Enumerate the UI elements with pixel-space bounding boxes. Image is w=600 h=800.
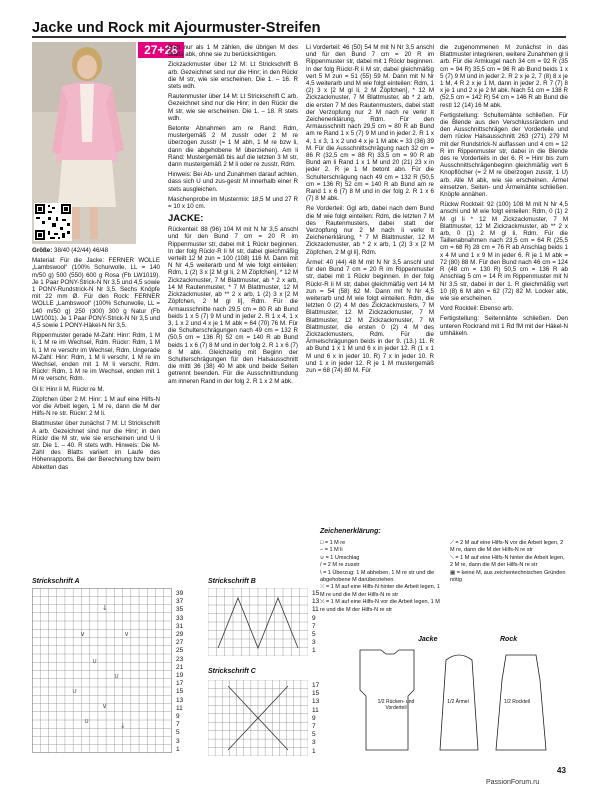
column-2 bbox=[168, 44, 298, 388]
chart-b-title: Strickschrift B bbox=[208, 578, 256, 585]
qr-code[interactable] bbox=[34, 203, 72, 241]
symbol-no-stitch-icon: ▦ bbox=[450, 569, 456, 576]
aermel-text: Ärmel: 40 (44) 48 M mit N Nr 3,5 anschl und für den Bund 7 cm = 20 R im Rippenmuster str, dabei mit 1 Rückr beginnen. In der folg Rückr-R li M str, dabei gleichmäßig vert 14 M zun = 54 (58) 62 M. Dann mit N Nr 4,5 weiterarb und M wie folgt einteilen: Rdm, die letzten 0 (2) 4 M des Zickzackmusters, 7 M Blattmuster, 12 M Zickzackmuster, 7 M Blattmuster, 12 M Zickzackmuster, 7 M Blattmuster, die ersten 0 (2) 4 M des Zickzackmusters, Rdm. Für die Ärmelschrägungen beids in der 9. (13.) 11. R ab Bund 1 x 1 M und 6 x in jeder 12. R (1 x 1 M und 6 x in jeder 10. R) 7 x in jeder 10. R und 1 x in jeder 12. R je 1 M mustergemäß zun = 68 (74) 80 M. Für bbox=[306, 258, 434, 374]
legend-item: □ = 1 M re bbox=[320, 540, 346, 546]
svg-text:∪: ∪ bbox=[114, 672, 120, 680]
fertigstellung-rock-text: Fertigstellung: Seitennähte schließen. Den unteren Rockrand mit 1 Rd fM mit der Häkel-N umhäkeln. bbox=[440, 315, 568, 337]
legend-item: − = 1 M li bbox=[320, 547, 343, 554]
symbol-ssk-icon: \ bbox=[320, 569, 322, 576]
legend-item: / = 2 M re zusstr bbox=[320, 562, 360, 569]
schematic-rockteil-text: 1/2 Rockteil bbox=[503, 699, 531, 705]
legend-item: ▦ = keine M, aus zeichentechnischen Gründen nötig bbox=[450, 569, 566, 584]
hinweis-text: Hinweis: Bei Ab- und Zunahmen darauf achten, dass sich U und zus-gestr M innerhalb einer R stets ausgleichen. bbox=[168, 171, 298, 193]
betonte-text: Betonte Abnahmen am re Rand: Rdm, mustergemäß 2 M zusstr oder 2 M re überzogen zusstr (= 1 M abh, 1 M re bzw li, dann die abgehobene M überziehen). Am li Rand: Mustergemäß bis auf die letzten 3 M str, dann mustergemäß 2 M li oder re zusstr, Rdm. bbox=[168, 125, 298, 169]
legend-title: Zeichenerklärung: bbox=[320, 528, 381, 535]
symbol-cross-front-icon: ⤬ bbox=[320, 599, 325, 606]
chart-b-grid bbox=[208, 588, 308, 656]
rechtes-vorderteil-text: Re Vorderteil: Ggl arb, dabei nach dem Bund die M wie folgt einteilen: Rdm, die letzten 7 M des Rautenmusters, dabei statt der Verzopfung nur 2 M nach li verkr lt Zeichenerklärung, * 7 M Blattmuster, 12 M Zickzackmuster, ab * 2 x arb, 1 (2) 3 x [2 M Zöpfchen, 2 M gl li], Rdm. bbox=[306, 205, 434, 256]
svg-text:∪: ∪ bbox=[72, 687, 78, 695]
jacke-heading: JACKE: bbox=[168, 213, 204, 225]
schematic-jacke-label: Jacke bbox=[418, 636, 438, 643]
legend-item: ⤬ = 1 M auf eine Hilfs-N vor die Arbeit legen, 1 M re und die M der Hilfs-N re str bbox=[320, 599, 440, 613]
chart-a-title: Strickschrift A bbox=[32, 578, 80, 585]
chart-a-grid bbox=[32, 588, 172, 753]
rauten-text: Rautenmuster über 14 M: Lt Strickschrift C arb. Gezeichnet sind nur die Hinr; in den Rückr die M str, wie sie erscheinen. Die 1. – 18. R stets wdh. bbox=[168, 93, 298, 122]
column-4 bbox=[440, 44, 568, 340]
watermark: PassionForum.ru bbox=[486, 779, 540, 786]
glatt-li-text: Gl li: Hinr li M, Rückr re M. bbox=[32, 385, 105, 393]
chart-a-row-numbers: 39 37 35 33 31 29 27 25 23 21 19 17 15 13 11 9 7 5 3 1 bbox=[176, 590, 184, 753]
rueckenteil-text: Rückenteil: 88 (96) 104 M mit N Nr 3,5 anschl und für den Bund 7 cm = 20 R im Rippenmuster str, dabei mit 1 Rückr beginnen. In der folg Rückr-R li M str, dabei gleichmäßig verteilt 12 M zun = 100 (108) 116 M. Dann mit N Nr 4,5 weiterarb und M wie folgt einteilen: Rdm, 1 (2) 3 x [2 M gl li, 2 M Zöpfchen], * 12 M Zickzackmuster, 7 M Blattmuster, ab * 2 x arb, 14 M Rautenmuster, * 7 M Blattmuster, 12 M Zickzackmuster, ab ** 2 x arb, 1 (2) 3 x [2 M Zöpfchen, 2 M gl li], Rdm. Für die Armausschnitte nach 29,5 cm = 80 R ab Bund beids 1 x 5 (7) 9 M und in jeder 2. R 1 x 4, 1 x 3, 1 x 2 und 4 x je 1 M abk = 64 (70) 76 M. Für die Schulterschrägungen nach 49 cm = 132 R (50,5 cm = 136 R) 52 cm = 140 R ab Bund beids 1 x 6 (7) 8 M und in der folg 2. R 1 x 6 (7) 8 M abk. Gleichzeitig mit Beginn der Schulterschrägungen für den Halsausschnitt die mittl 36 (38) 40 M abk und beide Seiten getrennt beenden. Für die Ausschnittrundung am inneren Rand in der folg 2. R 1 x 2 M abk. bbox=[168, 226, 298, 385]
svg-text:↓: ↓ bbox=[102, 604, 108, 612]
zickzack-text: Zickzackmuster über 12 M: Lt Strickschrift B arb. Gezeichnet sind nur die Hinr; in den Rückr die M str, wie sie erscheinen. Die 1. – 16. R stets wdh. bbox=[168, 61, 298, 91]
legend-item: \ = 1 Überzug: 1 M abheben, 1 M re str und die abgehobene M darüberziehen bbox=[320, 569, 435, 584]
symbol-cable-back-icon: ⟍ bbox=[450, 554, 454, 561]
svg-text:∪: ∪ bbox=[92, 657, 98, 665]
column-1 bbox=[32, 247, 160, 474]
ausarbeiten-text: die zugenommenen M zunächst in das Blattmuster integrieren, weitere Zunahmen gl li arb. Für die Armkugel nach 34 cm = 92 R (35 cm = 94 R) 35,5 cm = 96 R ab Bund beids 1 x 5 (7) 9 M und in jeder 2. R 2 x je 2, 7 (8) 8 x je 1 M, 4 R 2 x je 1 M, dann in jeder 2. R 7 (7) 8 x je 1 und 2 x je 2 M abk. Nach 51 cm = 138 R (52,5 cm = 142 R) 54 cm = 146 R ab Bund die restl 12 (14) 16 M abk. bbox=[440, 44, 568, 109]
legend-item: ⤫ = 1 M auf eine Hilfs-N hinter die Arbeit legen, 1 M re und die M der Hilfs-N re str bbox=[320, 584, 440, 598]
schematic-rock-label: Rock bbox=[500, 636, 518, 643]
legend-item: ⟍ = 1 M auf eine Hilfs-N hinter die Arbeit legen, 2 M re, dann die M der Hilfs-N re str bbox=[450, 554, 565, 569]
symbol-cross-back-icon: ⤫ bbox=[320, 584, 325, 591]
zopfchen-text: Zöpfchen über 2 M: Hinr: 1 M auf eine Hilfs-N vor die Arbeit legen, 1 M re, dann die M der Hilfs-N re str. Rückr: 2 M li. bbox=[32, 395, 160, 418]
maschenprobe-text: Maschenprobe im Mustermix: 18,5 M und 27 R = 10 x 10 cm. bbox=[168, 195, 298, 211]
symbol-knit-icon: □ bbox=[320, 540, 324, 546]
schematic-ruecken-text: 1/2 Rücken- und Vorderteil bbox=[377, 699, 415, 711]
legend-right bbox=[450, 540, 568, 584]
chart-c-title: Strickschrift C bbox=[208, 668, 256, 675]
linkes-vorderteil-text: Li Vorderteil: 46 (50) 54 M mit N Nr 3,5 anschl und für den Bund 7 cm = 20 R im Rippenmuster str, dabei mit 1 Rückr beginnen. In der folg Rückr-R li M str, dabei gleichmäßig vert 5 M zun = 51 (55) 59 M. Dann mit N Nr 4,5 weiterarb und M wie folgt einteilen: Rdm, 1 (2) 3 x [2 M gl li, 2 M Zöpfchen], * 12 M Zickzackmuster, 7 M Blattmuster, ab * 2 arb, die ersten 7 M des Rautenmusters, dabei statt der Verzopfung nur 2 M nach re verkr lt Zeichenerklärung, Rdm. Für den Armausschnitt nach 29,5 cm = 80 R ab Bund am re Rand 1 x 5 (7) 9 M und in jeder 2. R 1 x 4, 1 x 3, 1 x 2 und 4 x je 1 M abk = 33 (36) 39 M. Für die Ausschnittschrägung nach 32 cm = 86 R (32,5 cm = 88 R) 33,5 cm = 90 R ab Bund am li Rand 1 x 1 M und 20 (21) 23 x in jeder 2. R je 1 M betont abn. Für die Schulterschrägung nach 49 cm = 132 R (50,5 cm = 136 R) 52 cm = 140 R ab Bund am re Rand 1 x 6 (7) 8 M und in der folg 2. R 1 x 6 (7) 8 M abk. bbox=[306, 44, 434, 203]
schematic-aermel-text: 1/2 Ärmel bbox=[447, 699, 469, 705]
chart-b-row-numbers: 15 13 11 9 7 5 3 1 bbox=[312, 590, 320, 655]
material-text: Material: Für die Jacke: FERNER WOLLE „Lambswool“ (100% Schurwolle, LL = 140 m/50 g) 500 (550) 600 g Rosa (Fb LW1019). Je 1 Paar PONY-Strick-N Nr 3,5 und 4,5 sowie 1 PONY-Rundstrick-N Nr 3,5. Sechs Knöpfe mit 22 mm Ø. Für den Rock: FERNER WOLLE „Lambswool“ (100% Schurwolle, LL = 140 m/50 g) 250 (300) 300 g Natur (Fb LW1001). Je 1 Paar PONY-Strick-N Nr 3,5 und 4,5 sowie 1 PONY-Häkel-N Nr 3,5. bbox=[32, 257, 160, 330]
column-3 bbox=[306, 44, 434, 377]
symbol-cable-front-icon: ⟋ bbox=[450, 540, 454, 546]
svg-text:↓: ↓ bbox=[120, 722, 126, 730]
sizes-line: Größe: 38/40 (42/44) 46/48 bbox=[32, 247, 109, 254]
symbol-purl-icon: − bbox=[320, 547, 324, 554]
symbol-yarnover-icon: ∪ bbox=[320, 554, 325, 561]
chart-c-row-numbers: 17 15 13 11 9 7 5 3 1 bbox=[312, 682, 320, 755]
title-rule bbox=[32, 36, 566, 38]
chart-c-grid bbox=[208, 680, 308, 756]
page-number: 43 bbox=[557, 766, 566, 775]
rippenmuster-text: Rippenmuster gerade M-Zahl: Hinr: Rdm, 1 M li, 1 M re im Wechsel, Rdm. Rückr: Rdm, 1 M li, 1 M re verschr im Wechsel, Rdm. Ungerade M-Zahl: Hinr: Rdm, 1 M li verschr, 1 M re im Wechsel, enden mit 1 M li verschr, Rdm. Rückr: Rdm, 1 M re im Wechsel, enden mit 1 M re verschr, Rdm. bbox=[32, 332, 160, 383]
legend-item: ∪ = 1 Umschlag bbox=[320, 554, 360, 561]
col2-intro-text: Blatt nur als 1 M zählen, die übrigen M des Blatts abk, ohne sie zu berücksichtigen. bbox=[168, 44, 298, 59]
rock-text: Rückw Rockteil: 92 (100) 108 M mit N Nr 4,5 anschl und M wie folgt einteilen: Rdm, 0 (1) 2 M gl li * 12 M Zickzackmuster, 7 M Blattmuster, 12 M Zickzackmuster, ab ** 2 x arb, 0 (1) 2 M gl li, Rdm. Für die Taillenabnahmen nach 23,5 cm = 64 R (25,5 cm = 68 R) 28 cm = 76 R ab Anschlag beids 1 x 4 M und 1 x 9 M in jeder 6. R je 1 M abk = 72 (80) 88 M. Für den Bund nach 46 cm = 124 R (48 cm = 130 R) 50,5 cm = 136 R ab Anschlag 5 cm = 14 R im Rippenmuster mit N Nr 3,5 str, dabei in der 1. R gleichmäßig vert 10 (8) 6 M abn = 62 (72) 82 M. Locker abk, wie sie erscheinen. bbox=[440, 201, 568, 302]
blattmuster-text: Blattmuster über zunächst 7 M: Lt Strickschrift A arb. Gezeichnet sind nur die Hinr; in den Rückr die M str, wie sie erscheinen und U li str. Die 1. – 40. R stets wdh. Hinweis: Die M-Zahl des Blatts variiert im Laufe des Höhenrapports. Bei der Berechnung bzw beim Abketten das bbox=[32, 420, 160, 471]
symbol-k2tog-icon: / bbox=[320, 562, 322, 569]
vord-rockteil-text: Vord Rockteil: Ebenso arb. bbox=[440, 305, 514, 313]
svg-text:∨: ∨ bbox=[80, 630, 86, 638]
svg-text:∪: ∪ bbox=[84, 717, 90, 725]
legend-left bbox=[320, 540, 440, 614]
legend-item: ⟋ = 2 M auf eine Hilfs-N vor die Arbeit legen, 2 M re, dann die M der Hilfs-N re str bbox=[450, 540, 564, 554]
svg-text:∨: ∨ bbox=[124, 630, 130, 638]
fertigstellung-jacke-text: Fertigstellung: Schulternähte schließen. Für die Blende aus den Verschlussrändern und den Ausschnittschrägen der Vorderteile und dem rückw Halsausschnitt 263 (271) 279 M mit der Rundstrick-N auffassen und 4 cm = 12 R im Rippenmuster str, dabei in die Blende des re Vorderteils in der 6. R = Hinr bis zum Ausschnittschrägenbeginn gleichmäßig vert 6 Knopflöcher (= 2 M re überzogen zusstr, 1 U) arb. Alle M abk, wie sie erscheinen. Ärmel einsetzen. Seiten- und Ärmelnähte schließen. Knöpfe annähen. bbox=[440, 111, 568, 199]
pattern-badge: 27+28 bbox=[138, 42, 184, 58]
page-title: Jacke und Rock mit Ajourmuster-Streifen bbox=[32, 20, 321, 36]
svg-text:∨: ∨ bbox=[102, 702, 108, 710]
